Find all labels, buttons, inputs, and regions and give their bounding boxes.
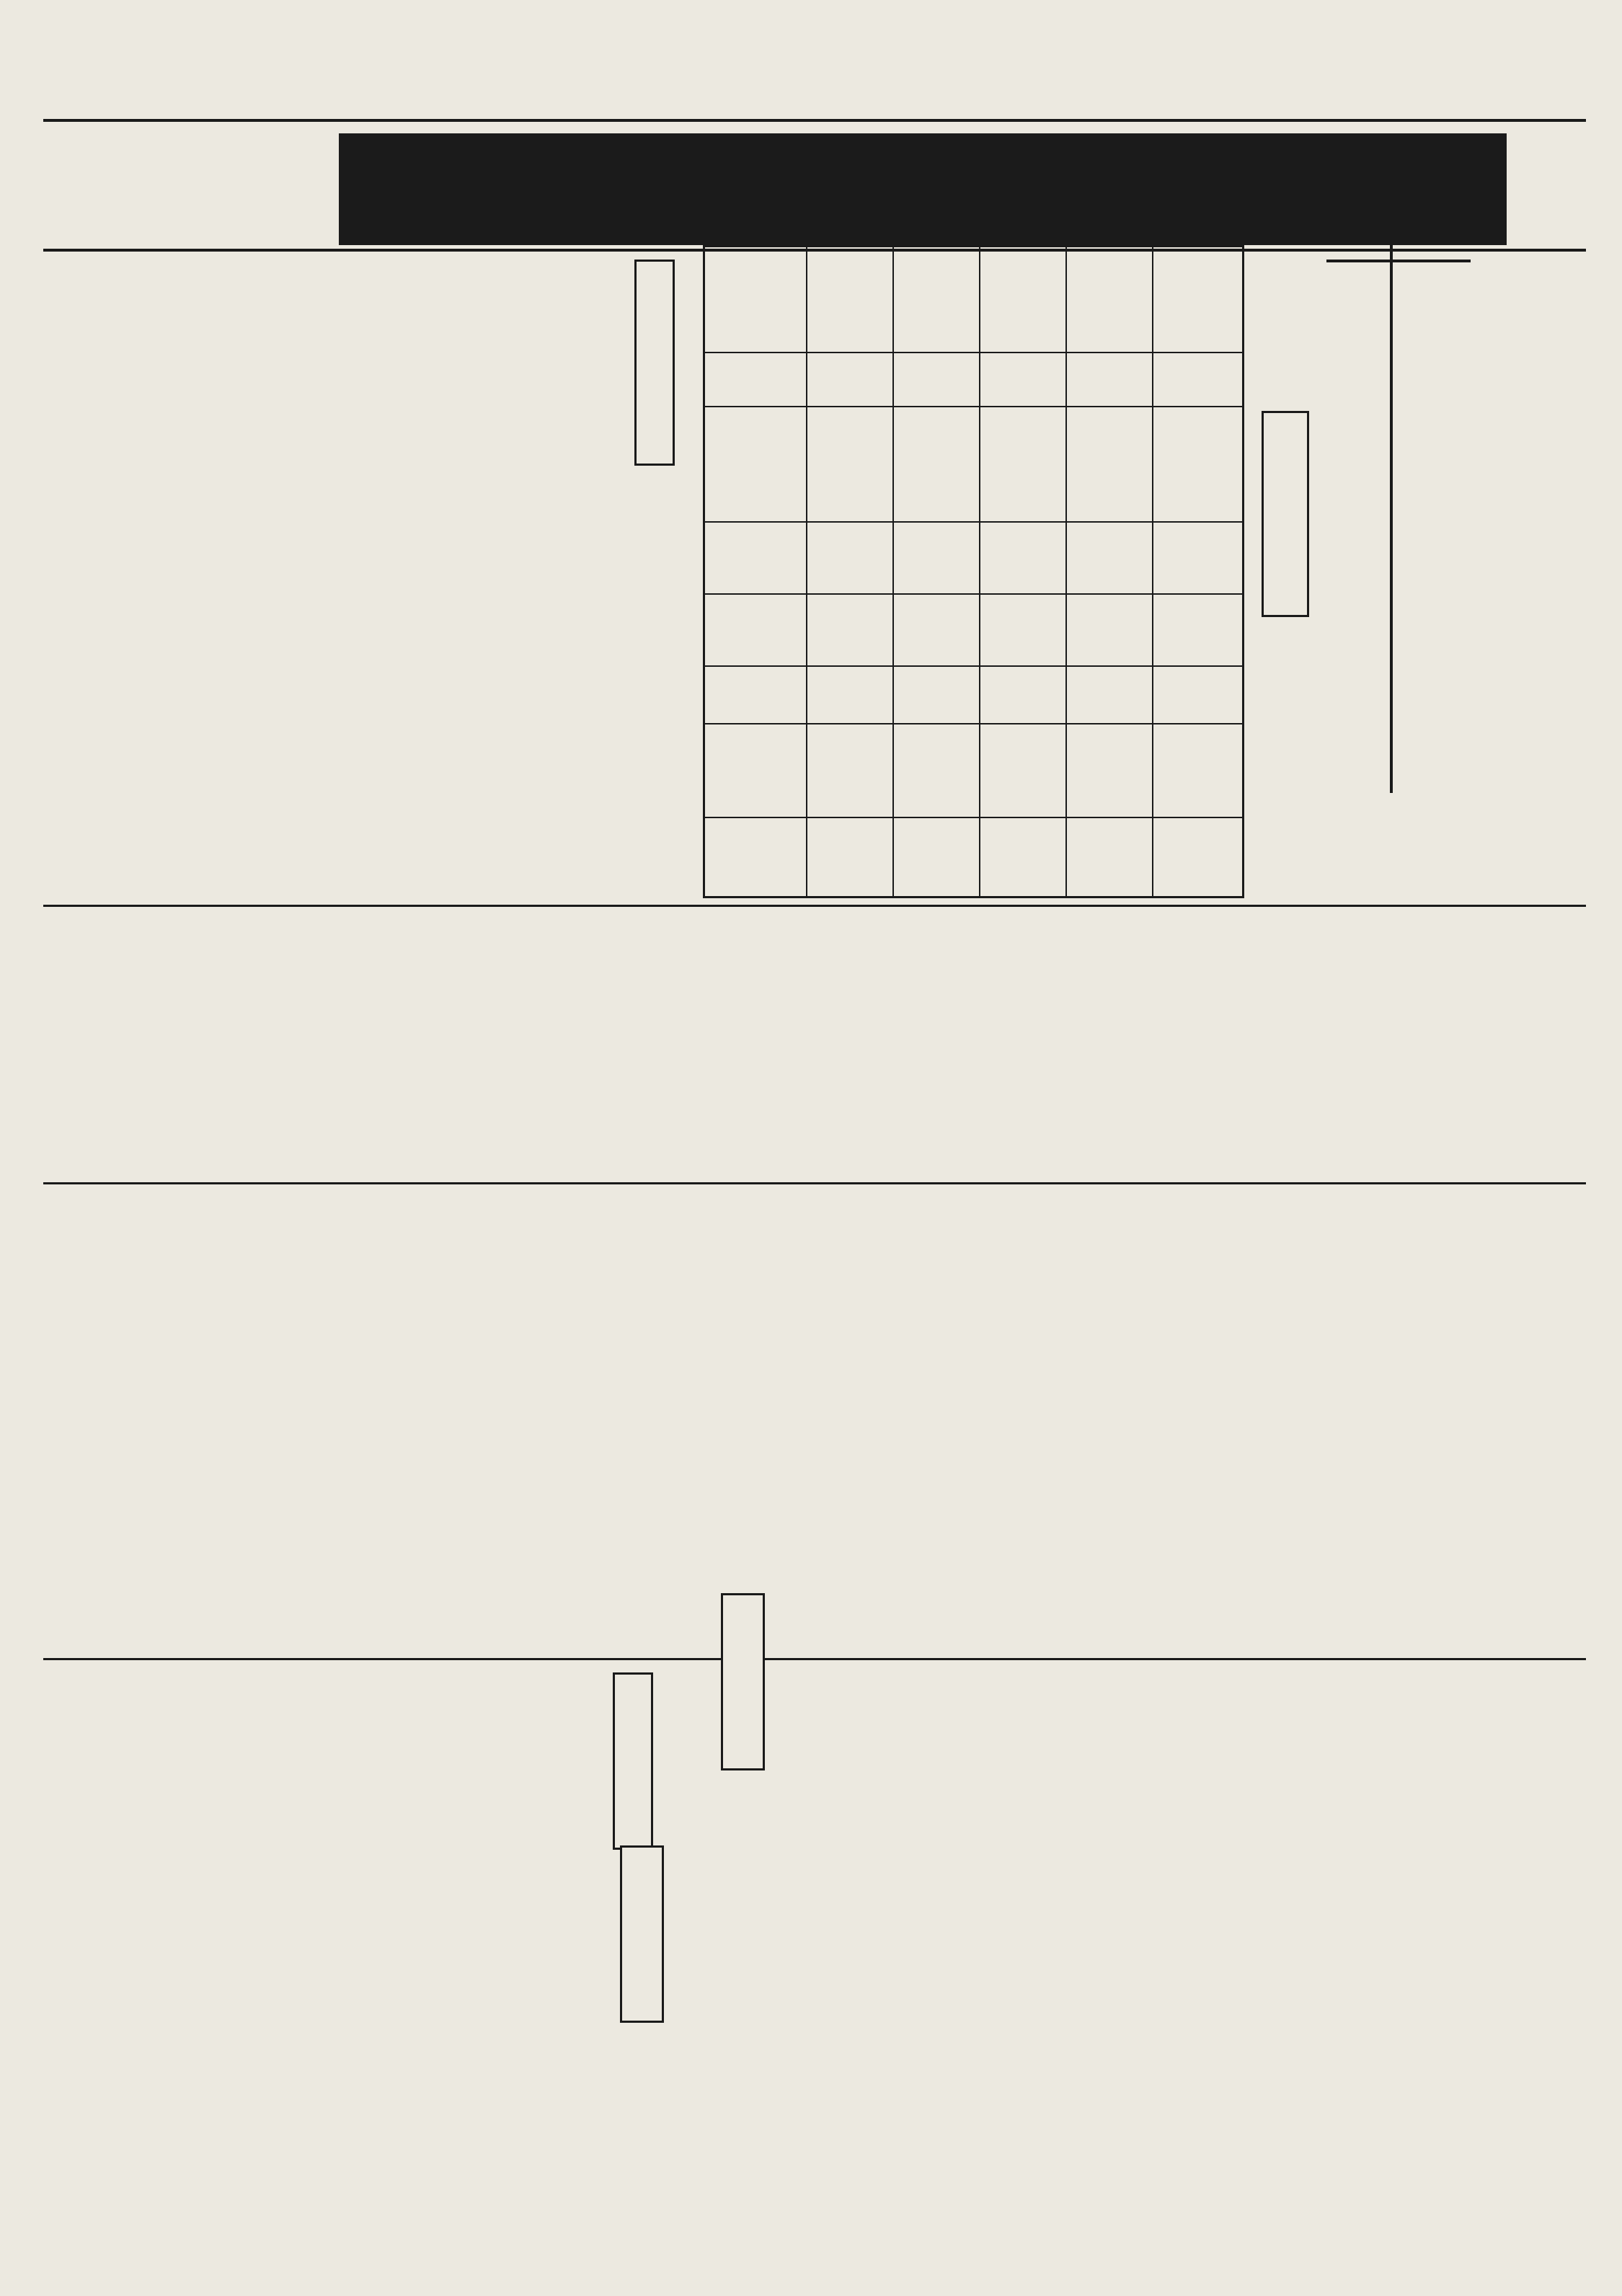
earthquake-body-text <box>43 260 562 894</box>
masthead-rule <box>43 119 1586 122</box>
table-vline <box>892 247 894 896</box>
expense-table <box>703 245 1244 898</box>
band-rule <box>43 1658 1586 1660</box>
yang-body-text <box>43 1672 533 2249</box>
shanxi-bottom-text <box>656 1672 1557 2249</box>
heading-cross <box>1326 260 1471 262</box>
astronomy-text <box>836 1193 1564 1654</box>
science-section-box <box>634 260 675 466</box>
table-vline <box>806 247 807 896</box>
table-line <box>705 723 1242 724</box>
table-line <box>705 521 1242 523</box>
ad-side-text <box>87 133 245 245</box>
ad-banner-side <box>87 133 335 245</box>
band-rule <box>43 1182 1586 1184</box>
research-section-box <box>613 1672 653 1850</box>
band-rule <box>43 905 1586 907</box>
earthquake-continued-text <box>43 1193 829 1654</box>
table-vline <box>1152 247 1153 896</box>
table-line <box>705 817 1242 818</box>
middle-body-text <box>43 916 1572 1175</box>
fiction-section-box <box>620 1845 664 2023</box>
table-vline <box>1065 247 1067 896</box>
ad-banner <box>339 133 1507 245</box>
table-line <box>705 665 1242 667</box>
table-vline <box>979 247 980 896</box>
table-line <box>705 352 1242 353</box>
table-line <box>705 406 1242 407</box>
survey-section-box <box>1262 411 1309 617</box>
table-line <box>705 593 1242 595</box>
heading-stem <box>1390 245 1393 793</box>
reading-notes-section-box <box>721 1593 765 1770</box>
